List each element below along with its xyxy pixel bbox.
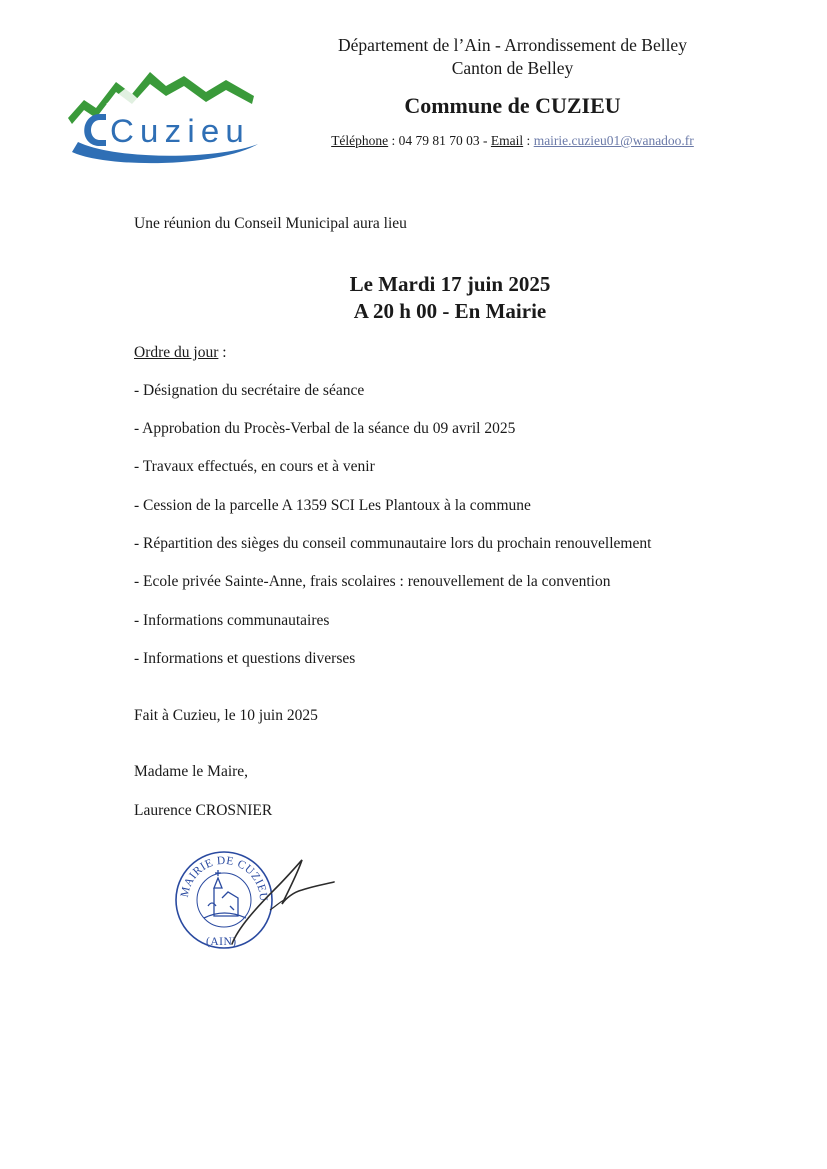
phone-label: Téléphone [331,133,389,148]
agenda-item: - Informations et questions diverses [134,650,356,667]
agenda-title-colon: : [218,344,227,361]
contact-line [300,133,725,149]
agenda-title [134,344,227,362]
agenda-item: - Cession de la parcelle A 1359 SCI Les Plantoux à la commune [134,497,531,514]
intro-text: Une réunion du Conseil Municipal aura lieu [134,215,407,232]
signatory-title: Madame le Maire, [134,763,249,780]
signatory-name: Laurence CROSNIER [134,802,273,819]
logo-text: Cuzieu [110,113,250,149]
official-stamp [168,848,338,952]
stamp-bottom-text: (AIN) [206,936,237,948]
agenda-item: - Désignation du secrétaire de séance [134,382,365,399]
agenda-title-label: Ordre du jour [134,344,219,361]
cuzieu-logo [66,56,262,166]
phone-value: : 04 79 81 70 03 - [388,133,491,148]
agenda-item: - Répartition des sièges du conseil communautaire lors du prochain renouvellement [134,535,652,552]
agenda-item: - Informations communautaires [134,612,330,629]
email-label: Email [490,133,524,148]
department-line: Département de l’Ain - Arrondissement de Belley [338,35,687,55]
agenda-item: - Approbation du Procès-Verbal de la séance du 09 avril 2025 [134,420,516,437]
agenda-item: - Travaux effectués, en cours et à venir [134,458,375,475]
done-at-line: Fait à Cuzieu, le 10 juin 2025 [134,707,318,724]
email-link[interactable]: mairie.cuzieu01@wanadoo.fr [533,133,694,148]
meeting-date: Le Mardi 17 juin 2025 [349,272,551,296]
stamp-ring-text: MAIRIE DE CUZIEU [178,854,270,902]
commune-title: Commune de CUZIEU [404,93,621,118]
agenda-item: - Ecole privée Sainte-Anne, frais scolaires : renouvellement de la convention [134,573,611,590]
canton-line: Canton de Belley [451,58,574,78]
email-separator: : [523,133,534,148]
meeting-time-place: A 20 h 00 - En Mairie [353,299,547,323]
meeting-date-block [300,271,600,325]
